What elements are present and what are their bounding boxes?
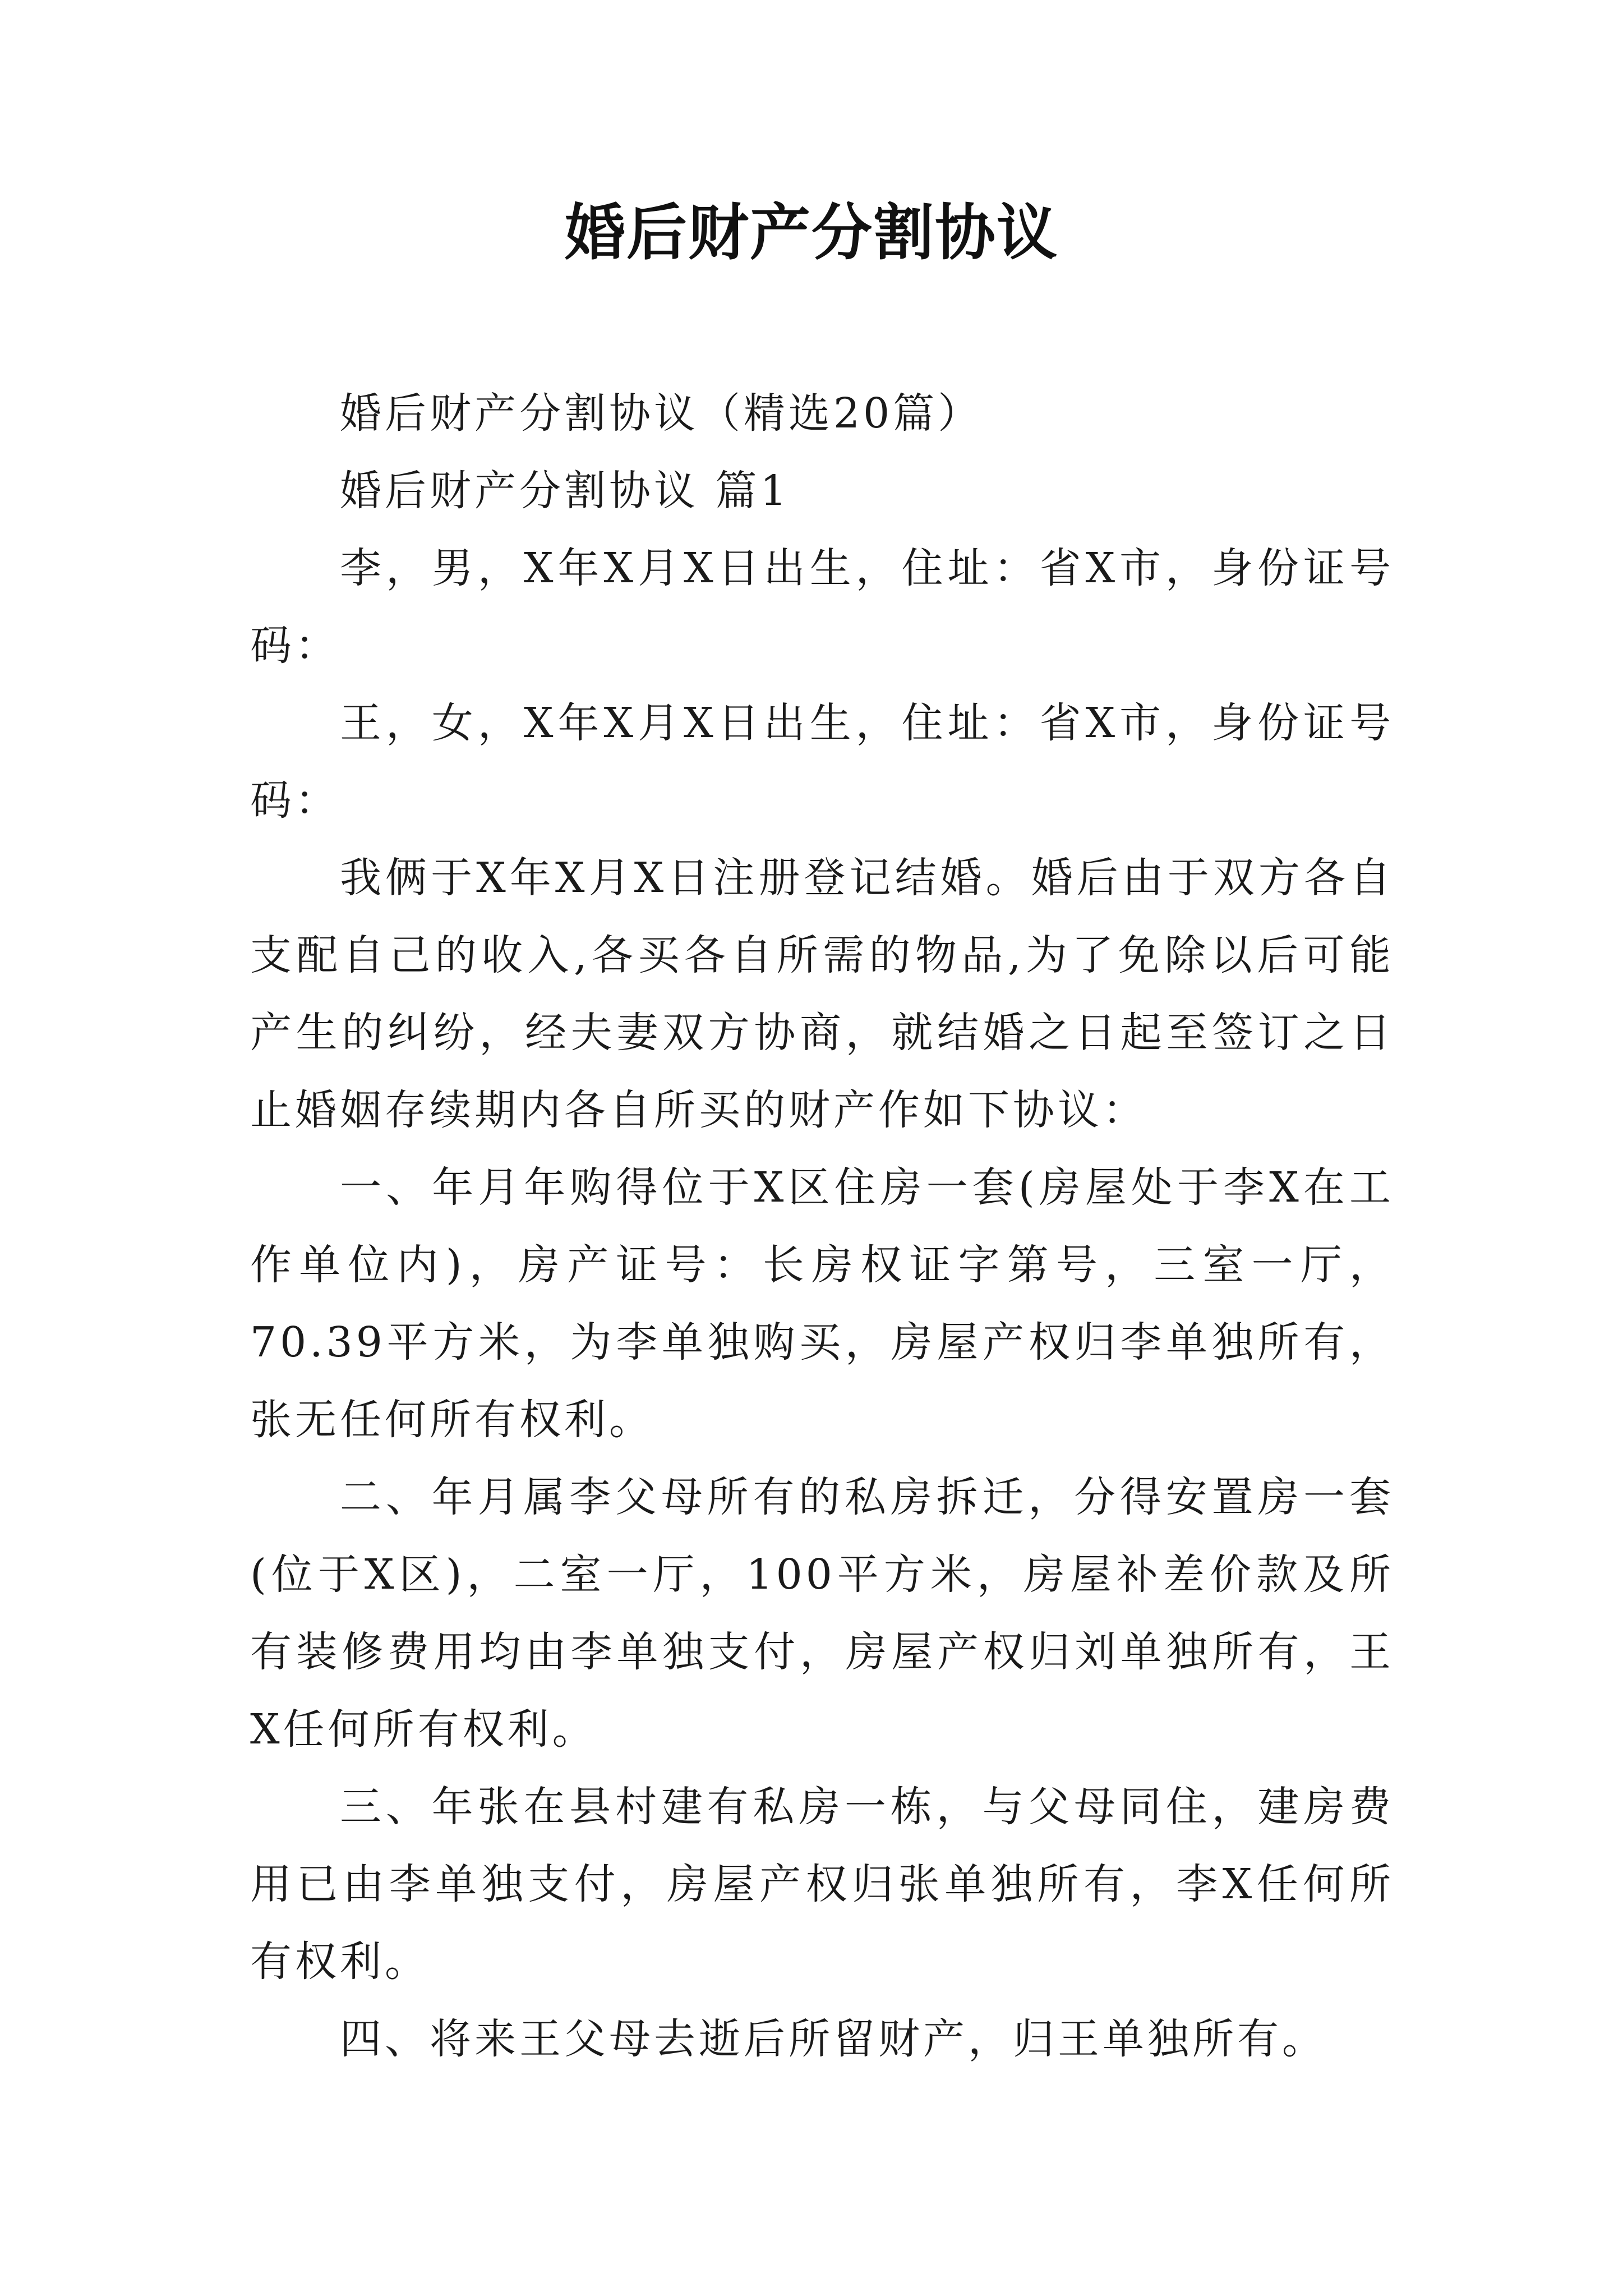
document-title: 婚后财产分割协议 [564, 197, 1058, 268]
party-wife: 王，女，X年X月X日出生，住址：省X市，身份证号码： [250, 699, 1394, 825]
party-husband: 李，男，X年X月X日出生，住址：省X市，身份证号码： [250, 544, 1394, 670]
clause-1: 一、年月年购得位于X区住房一套(房屋处于李X在工作单位内)，房产证号：长房权证字第号，三室一厅，70.39平方米，为李单独购买，房屋产权归李单独所有，张无任何所有权利。 [250, 1163, 1394, 1444]
clause-3: 三、年张在县村建有私房一栋，与父母同住，建房费用已由李单独支付，房屋产权归张单独所有，李X任何所有权利。 [250, 1783, 1394, 1986]
document-body [250, 375, 1394, 2078]
collection-heading: 婚后财产分割协议（精选20篇） [340, 389, 983, 438]
clause-4: 四、将来王父母去逝后所留财产，归王单独所有。 [340, 2015, 1327, 2063]
section-heading: 婚后财产分割协议 篇1 [340, 467, 790, 515]
preamble-paragraph: 我俩于X年X月X日注册登记结婚。婚后由于双方各自支配自己的收入,各买各自所需的物品,为了免除以后可能产生的纠纷，经夫妻双方协商，就结婚之日起至签订之日止婚姻存续期内各自所买的财产作如下协议： [250, 854, 1394, 1134]
clause-2: 二、年月属李父母所有的私房拆迁，分得安置房一套(位于X区)，二室一厅，100平方米，房屋补差价款及所有装修费用均由李单独支付，房屋产权归刘单独所有，王X任何所有权利。 [250, 1473, 1394, 1754]
